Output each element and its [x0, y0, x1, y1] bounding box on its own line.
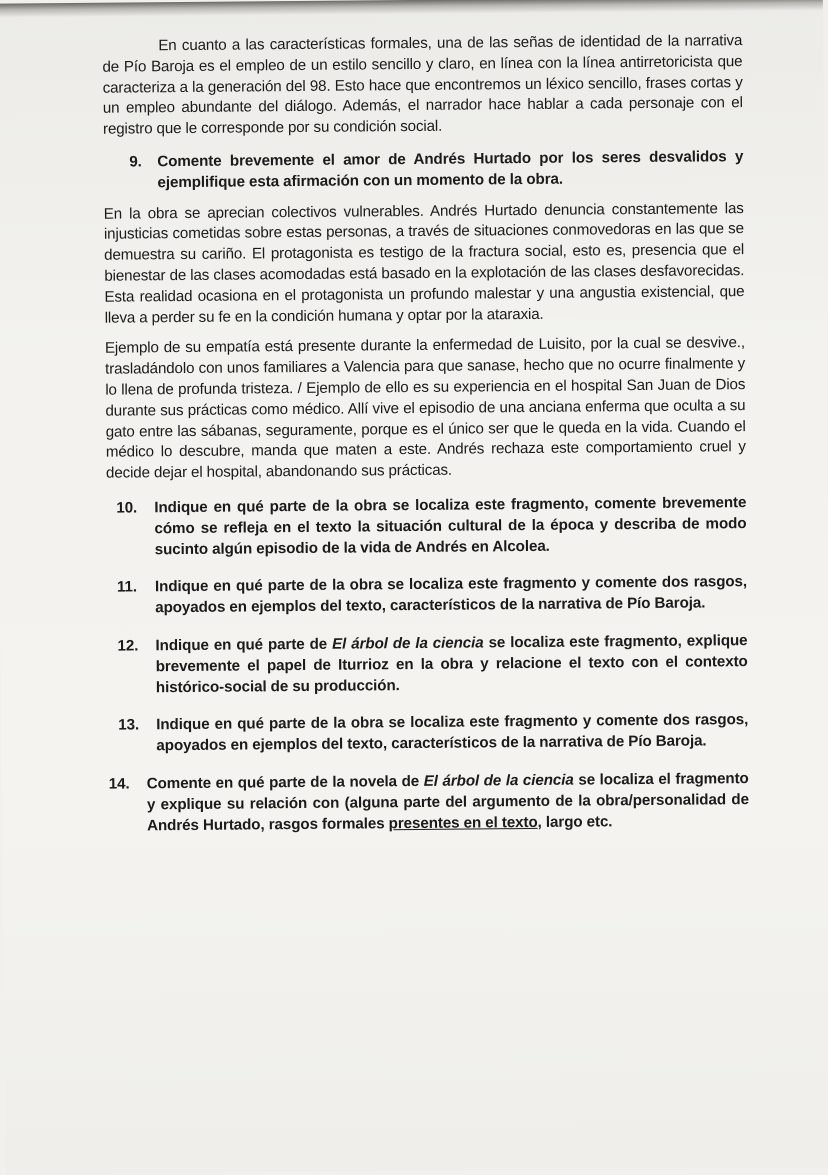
- book-title: El árbol de la ciencia: [332, 634, 484, 653]
- intro-paragraph: En cuanto a las características formales, una de las señas de identidad de la narrativa de Pío Baroja es el empleo de un estilo sencillo y claro, en línea con la línea antirretoricista que caracteriza a la generación del 98. Esto hace que encontremos un léxico sencillo, frases cortas y un empleo abundante del diálogo. Además, el narrador hace hablar a cada personaje con el registro que le corresponde por su condición social.: [102, 32, 743, 138]
- question-10: [116, 493, 747, 561]
- question-text: [155, 631, 748, 699]
- question-number: 14.: [108, 775, 130, 793]
- question-number: 9.: [129, 153, 142, 171]
- question-number: 12.: [117, 637, 139, 655]
- question-text: Indique en qué parte de la obra se localiza este fragmento, comente brevemente cómo se refleja en el texto la situación cultural de la época y describa de modo sucinto algún episodio de la vida de Andrés en Alcolea.: [154, 494, 747, 558]
- question-12: [117, 631, 748, 699]
- answer-9-paragraph-1: En la obra se aprecian colectivos vulnerables. Andrés Hurtado denuncia constantemente las injusticias cometidas sobre estas personas, a través de situaciones conmovedoras en las que se demuestra su cariño. El protagonista es testigo de la fractura social, esto es, presencia que el bienestar de las clases acomodadas está basado en la explotación de las clases desfavorecidas. Esta realidad ocasiona en el protagonista un profundo malestar y una angustia existencial, que lleva a perder su fe en la condición humana y optar por la ataraxia.: [103, 199, 745, 327]
- question-text-end: , largo etc.: [537, 812, 613, 831]
- question-text: Comente brevemente el amor de Andrés Hurtado por los seres desvalidos y ejemplifique esta afirmación con un momento de la obra.: [157, 148, 744, 192]
- question-text-start: Indique en qué parte de: [155, 635, 333, 655]
- question-number: 11.: [116, 578, 138, 596]
- question-9: [129, 147, 743, 194]
- question-text-middle: se localiza el fragmento y explique su relación con (alguna parte del argumento de la obra/personalidad de Andrés Hurtado, rasgos formales: [146, 769, 749, 834]
- question-text-end: se localiza este fragmento, explique brevemente el papel de Iturrioz en la obra y relacione el texto con el contexto histórico-social de su producción.: [155, 632, 748, 696]
- answer-9-paragraph-2: Ejemplo de su empatía está presente durante la enfermedad de Luisito, por la cual se desvive., trasladándolo con unos familiares a Valencia para que sanase, hecho que no ocurre finalmente y lo llena de profunda tristeza. / Ejemplo de ello es su experiencia en el hospital San Juan de Dios durante sus prácticas como médico. Allí vive el episodio de una anciana enferma que oculta a su gato entre las sábanas, seguramente, porque es el único ser que le queda en la vida. Cuando el médico lo descubre, manda que maten a este. Andrés rechaza este comportamiento cruel y decide dejar el hospital, abandonando sus prácticas.: [104, 334, 746, 482]
- scan-edge-shadow: [0, 0, 823, 18]
- question-number: 13.: [118, 716, 140, 734]
- question-text: Indique en qué parte de la obra se localiza este fragmento y comente dos rasgos, apoyados en ejemplos del texto, característicos de la narrativa de Pío Baroja.: [156, 711, 749, 755]
- book-title: El árbol de la ciencia: [423, 771, 574, 790]
- underlined-phrase: presentes en el texto: [388, 813, 538, 832]
- question-text: [147, 769, 750, 837]
- question-text-start: Comente en qué parte de la novela de: [146, 772, 424, 793]
- question-14: [109, 769, 750, 837]
- question-11: [117, 572, 747, 619]
- question-text: Indique en qué parte de la obra se localiza este fragmento y comente dos rasgos, apoyados en ejemplos del texto, característicos de la narrativa de Pío Baroja.: [154, 573, 748, 617]
- page-content: [102, 31, 749, 837]
- question-13: [118, 710, 748, 757]
- question-number: 10.: [116, 499, 138, 517]
